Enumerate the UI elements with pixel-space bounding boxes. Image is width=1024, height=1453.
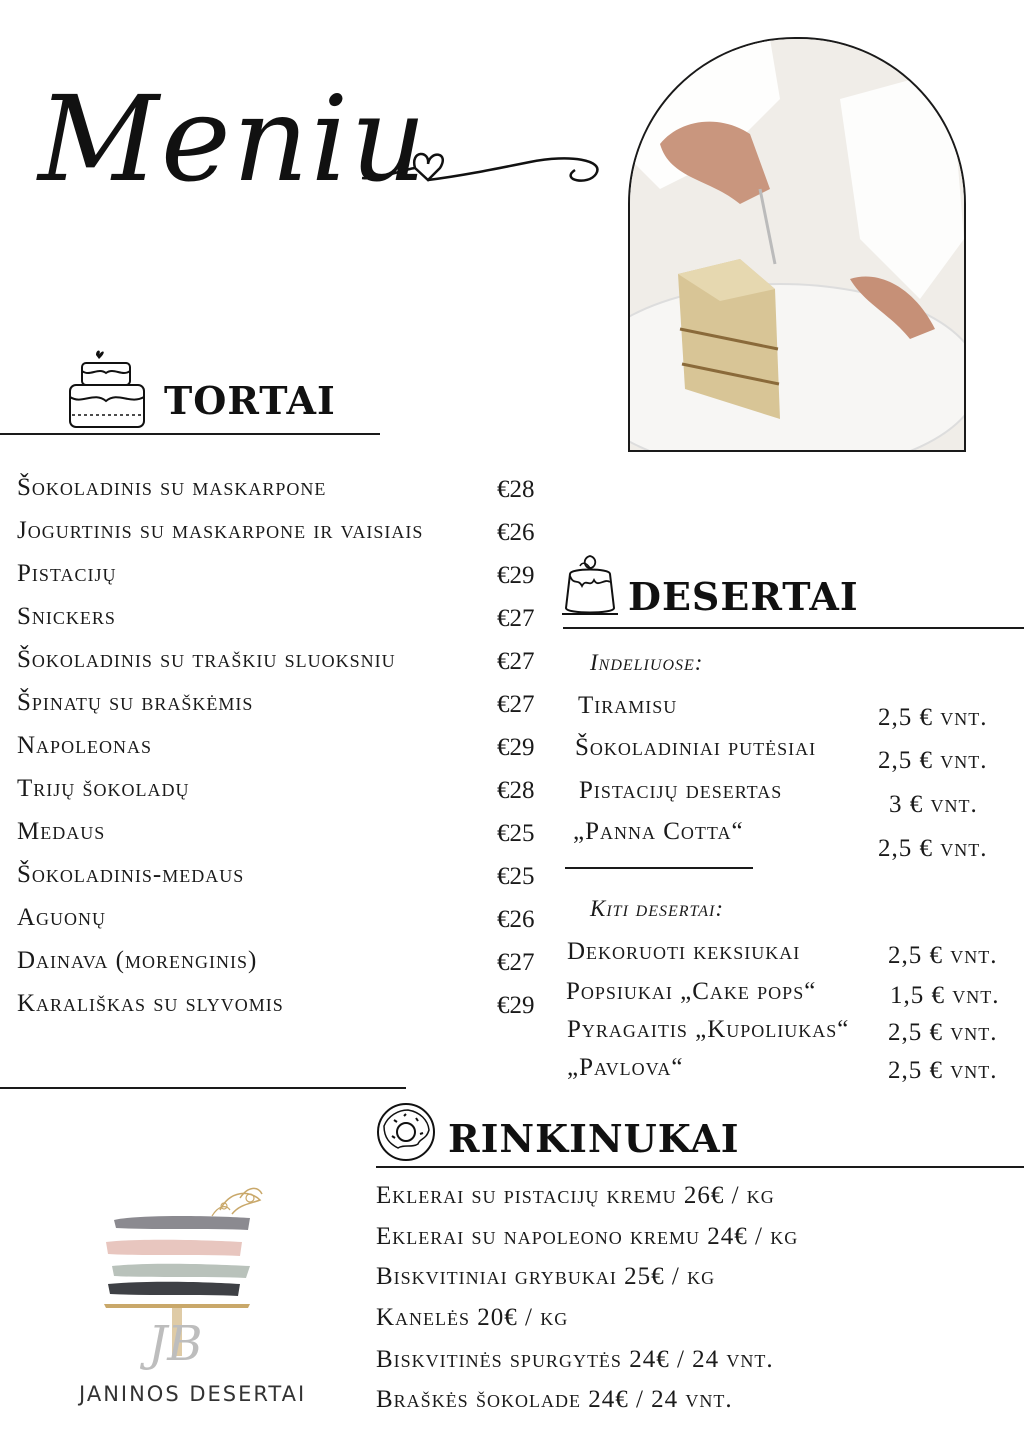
list-item: Šokoladinis su maskarpone €28 [17,474,535,503]
donut-icon [374,1100,438,1164]
list-item-price: 1,5 € vnt. [890,982,1000,1009]
list-item-price: 2,5 € vnt. [878,835,988,862]
tortai-list [17,474,547,1033]
list-item: Tiramisu [578,692,678,719]
list-item: Eklerai su napoleono kremu 24€ / kg [376,1223,799,1250]
list-item-price: 2,5 € vnt. [888,1019,998,1046]
list-item: Trijų šokoladų €28 [17,775,535,804]
logo-name: JANINOS DESERTAI [79,1382,307,1406]
tortai-end-divider [0,1087,406,1089]
page-title: Meniu [38,70,429,208]
list-item: Šokoladinis-medaus €25 [17,861,535,890]
pudding-icon [560,552,620,620]
desertai-subdivider [565,867,753,869]
tortai-divider [0,433,380,435]
list-item: Braškės šokolade 24€ / 24 vnt. [376,1386,733,1413]
list-item: Dainava (morenginis) €27 [17,947,535,976]
list-item: Napoleonas €29 [17,732,535,761]
list-item: Karališkas su slyvomis €29 [17,990,535,1019]
list-item: „Panna Cotta“ [573,818,744,845]
list-item: Medaus €25 [17,818,535,847]
list-item: Šokoladiniai putėsiai [575,734,817,761]
desertai-heading: DESERTAI [628,574,859,619]
list-item: Biskvitinės spurgytės 24€ / 24 vnt. [376,1346,774,1373]
cake-icon [66,345,148,433]
list-item: Pistacijų desertas [579,777,783,804]
heart-flourish-icon [360,140,610,200]
list-item: Popsiukai „Cake pops“ [566,978,817,1005]
list-item: Pyragaitis „Kupoliukas“ [567,1016,850,1043]
desertai-divider [563,627,1024,629]
list-item: Biskvitiniai grybukai 25€ / kg [376,1263,716,1290]
logo-monogram: JB [148,1316,203,1372]
list-item: Dekoruoti keksiukai [567,938,801,965]
desertai-subheading-other: Kiti desertai: [590,896,724,921]
rinkinukai-divider [376,1166,1024,1168]
list-item: Snickers €27 [17,603,535,632]
rinkinukai-heading: RINKINUKAI [448,1116,740,1161]
list-item-price: 3 € vnt. [889,791,978,818]
tortai-heading: TORTAI [164,378,336,423]
list-item-price: 2,5 € vnt. [878,747,988,774]
list-item: Špinatų su braškėmis €27 [17,689,535,718]
list-item: Pistacijų €29 [17,560,535,589]
desertai-subheading-jars: Indeliuose: [590,650,704,675]
list-item: Jogurtinis su maskarpone ir vaisiais €26 [17,517,535,546]
list-item: Eklerai su pistacijų kremu 26€ / kg [376,1182,775,1209]
list-item: Kanelės 20€ / kg [376,1304,569,1331]
list-item: „Pavlova“ [567,1054,684,1081]
list-item-price: 2,5 € vnt. [878,704,988,731]
list-item: Aguonų €26 [17,904,535,933]
list-item-price: 2,5 € vnt. [888,1057,998,1084]
cake-photo [628,37,966,452]
list-item: Šokoladinis su traškiu sluoksniu €27 [17,646,535,675]
list-item-price: 2,5 € vnt. [888,942,998,969]
